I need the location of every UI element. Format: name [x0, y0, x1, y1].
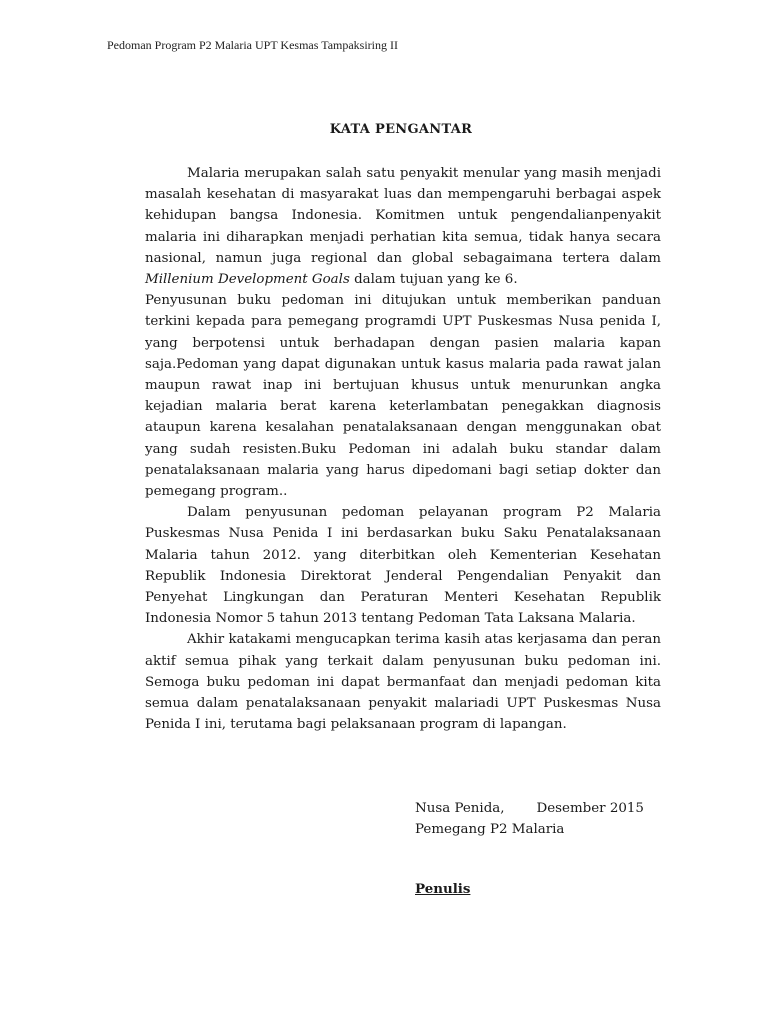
paragraph-4: Akhir katakami mengucapkan terima kasih atas kerjasama dan peran aktif semua pihak yang terkait dalam penyusunan buku pedoman ini. Semoga buku pedoman ini dapat bermanfaat dan menjadi pedoman kita semua dalam penatalaksanaan penyakit malariadi UPT Puskesmas Nusa Penida I ini, terutama bagi pelaksanaan program di lapangan.: [145, 632, 661, 733]
signature-role: Pemegang P2 Malaria: [415, 822, 565, 837]
paragraph-1: [145, 163, 661, 290]
paragraph-3: Dalam penyusunan pedoman pelayanan program P2 Malaria Puskesmas Nusa Penida I ini berdasarkan buku Saku Penatalaksanaan Malaria tahun 2012. yang diterbitkan oleh Kementerian Kesehatan Republik Indonesia Direktorat Jenderal Pengendalian Penyakit dan Penyehat Lingkungan dan Peraturan Menteri Kesehatan Republik Indonesia Nomor 5 tahun 2013 tentang Pedoman Tata Laksana Malaria.: [145, 505, 661, 627]
paragraph-1-text-end: dalam tujuan yang ke 6.: [349, 272, 518, 288]
signature-place-date: [415, 798, 644, 819]
signature-date: Desember 2015: [536, 801, 644, 816]
paragraph-1-text: Malaria merupakan salah satu penyakit menular yang masih menjadi masalah kesehatan di masyarakat luas dan mempengaruhi berbagai aspek kehidupan bangsa Indonesia. Komitmen untuk pengendalianpenyakit malaria ini diharapkan menjadi perhatian kita semua, tidak hanya secara nasional, namun juga regional dan global sebagaimana tertera dalam: [145, 166, 661, 266]
signature-block: [415, 798, 644, 840]
signature-author: Penulis: [415, 881, 471, 897]
paragraph-2: Penyusunan buku pedoman ini ditujukan untuk memberikan panduan terkini kepada para pemegang programdi UPT Puskesmas Nusa penida I, yang berpotensi untuk berhadapan dengan pasien malaria kapan saja.Pedoman yang dapat digunakan untuk kasus malaria pada rawat jalan maupun rawat inap ini bertujuan khusus untuk menurunkan angka kejadian malaria berat karena keterlambatan penegakkan diagnosis ataupun karena kesalahan penatalaksanaan dengan menggunakan obat yang sudah resisten.Buku Pedoman ini adalah buku standar dalam penatalaksanaan malaria yang harus dipedomani bagi setiap dokter dan pemegang program..: [145, 293, 661, 500]
page-title: KATA PENGANTAR: [329, 122, 473, 137]
running-header: Pedoman Program P2 Malaria UPT Kesmas Tampaksiring II: [107, 38, 399, 52]
signature-place: Nusa Penida,: [415, 801, 505, 816]
document-body: [145, 163, 661, 735]
paragraph-1-italic-term: Millenium Development Goals: [145, 272, 350, 288]
